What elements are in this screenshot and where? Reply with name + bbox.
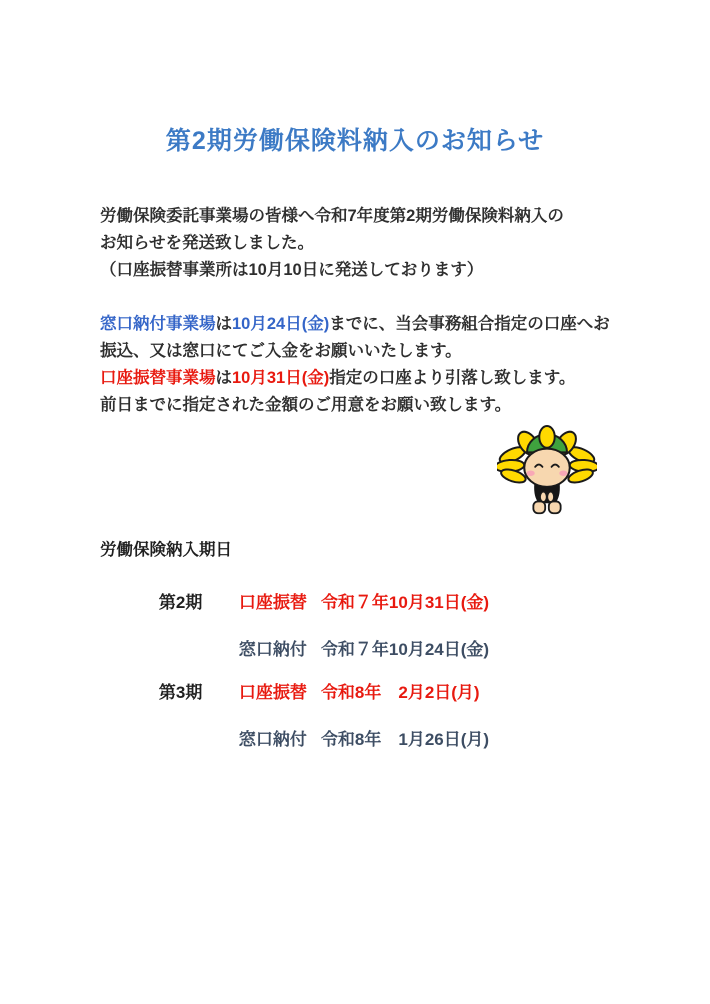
payment-method: 窓口納付	[238, 730, 307, 749]
foot-right	[549, 501, 561, 513]
hand-left	[540, 492, 546, 502]
period-label: 第3期	[158, 683, 203, 702]
intro-paragraph	[100, 203, 630, 284]
payment-method: 口座振替	[238, 683, 307, 702]
payment-notice-paragraph	[100, 311, 640, 419]
intro-line-2: お知らせを発送致しました。	[100, 234, 315, 252]
payment-date: 令和8年 1月26日(月)	[320, 730, 490, 749]
hand-right	[547, 492, 553, 502]
account-transfer-line-2: 前日までに指定された金額のご用意をお願い致します。	[100, 396, 512, 414]
payment-method: 窓口納付	[238, 640, 307, 659]
schedule-heading: 労働保険納入期日	[100, 541, 232, 559]
window-payment-label: 窓口納付事業場	[100, 315, 216, 333]
intro-line-3: （口座振替事業所は10月10日に発送しております）	[100, 261, 484, 279]
bowing-sunflower-mascot-image	[497, 423, 597, 518]
window-payment-line-1	[100, 311, 640, 338]
page-title: 第2期労働保険料納入のお知らせ	[165, 127, 545, 155]
payment-date: 令和8年 2月2日(月)	[320, 683, 480, 702]
cheek-left	[527, 471, 535, 476]
window-payment-particle: は	[215, 315, 232, 333]
schedule-row-period3-window	[140, 705, 489, 770]
top-petal	[539, 426, 554, 448]
window-payment-date: 10月24日(金)	[232, 315, 330, 333]
payment-method: 口座振替	[238, 593, 307, 612]
intro-line-1: 労働保険委託事業場の皆様へ令和7年度第2期労働保険料納入の	[100, 207, 564, 225]
mascot-face	[524, 449, 569, 487]
account-transfer-tail: 指定の口座より引落し致します。	[329, 369, 576, 387]
account-transfer-date: 10月31日(金)	[232, 369, 330, 387]
account-transfer-label: 口座振替事業場	[100, 369, 216, 387]
account-transfer-particle: は	[215, 369, 232, 387]
payment-date: 令和７年10月31日(金)	[320, 593, 490, 612]
payment-date: 令和７年10月24日(金)	[320, 640, 490, 659]
cheek-right	[559, 471, 567, 476]
account-transfer-line-1	[100, 365, 640, 392]
window-payment-tail: までに、当会事務組合指定の口座へお	[329, 315, 610, 333]
window-payment-line-2: 振込、又は窓口にてご入金をお願いいたします。	[100, 342, 462, 360]
period-label: 第2期	[158, 593, 203, 612]
foot-left	[533, 501, 545, 513]
